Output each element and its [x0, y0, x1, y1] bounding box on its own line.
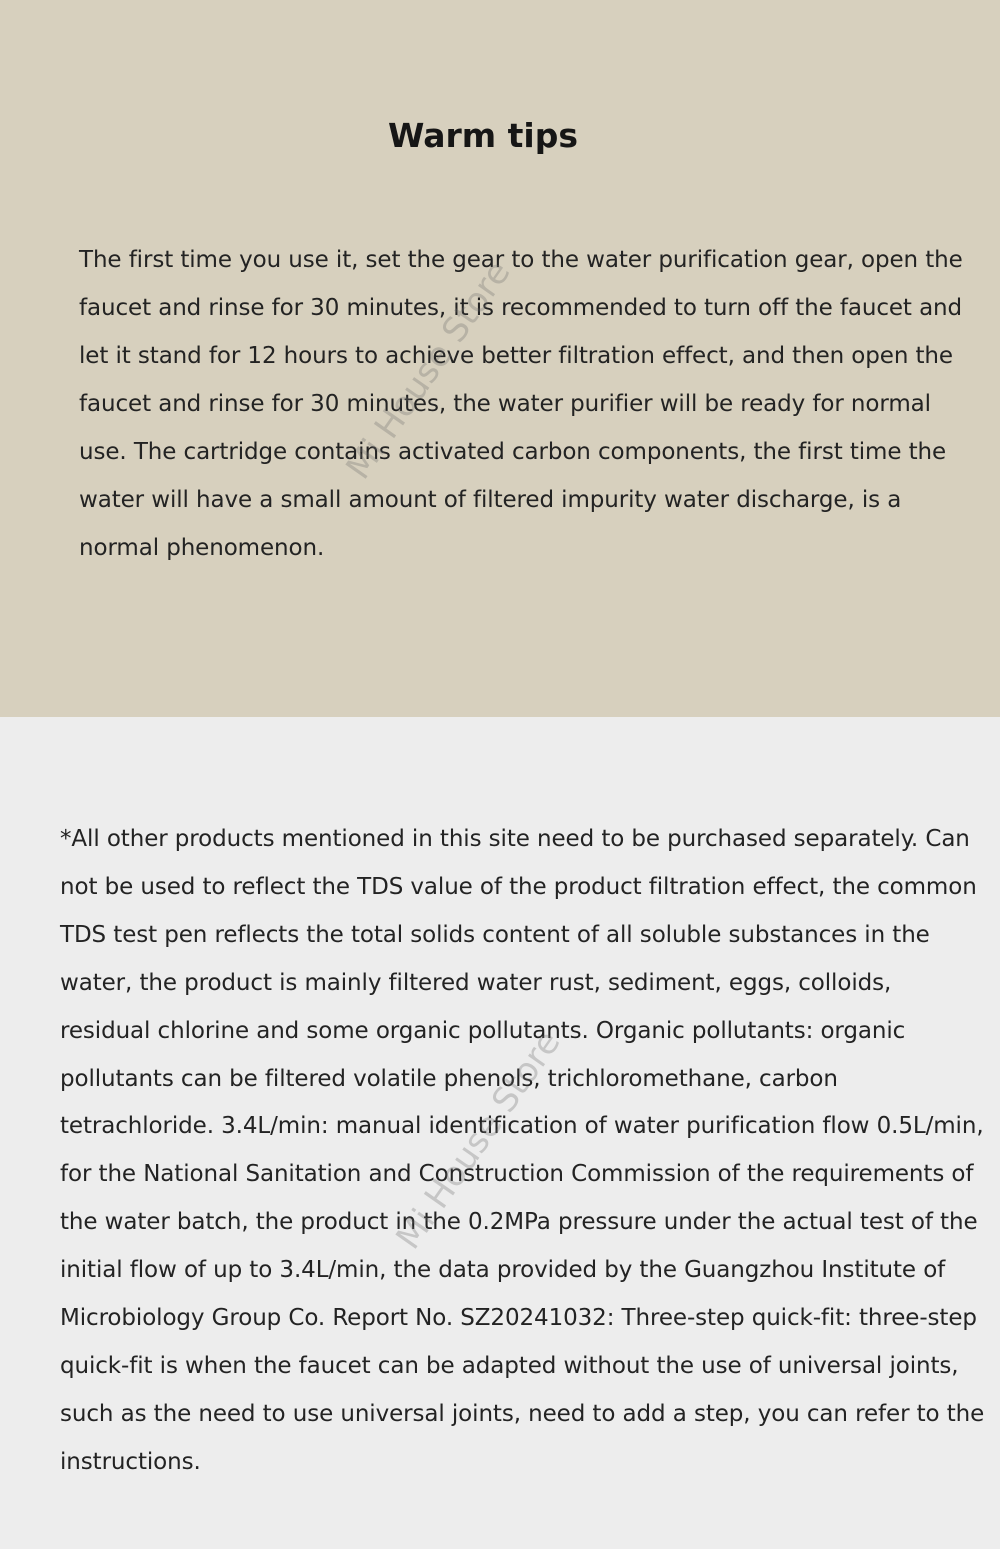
- watermark-top: Mi House Store: [338, 253, 519, 487]
- disclaimer-body: *All other products mentioned in this site need to be purchased separately. Can not be used to reflect the TDS value of the product filtration effect, the common TDS test pen reflects the total solids content of all soluble substances in the water, the product is mainly filtered water rust, sediment, eggs, colloids, residual chlorine and some organic pollutants. Organic pollutants: organic pollutants can be filtered volatile phenols, trichloromethane, carbon tetrachloride. 3.4L/min: manual identification of water purification flow 0.5L/min, for the National Sanitation and Construction Commission of the requirements of the water batch, the product in the 0.2MPa pressure under the actual test of the initial flow of up to 3.4L/min, the data provided by the Guangzhou Institute of Microbiology Group Co. Report No. SZ20241032: Three-step quick-fit: three-step quick-fit is when the faucet can be adapted without the use of universal joints, such as the need to use universal joints, need to add a step, you can refer to the instructions.: [60, 826, 985, 1475]
- warm-tips-body: The first time you use it, set the gear to the water purification gear, open the faucet and rinse for 30 minutes, it is recommended to turn off the faucet and let it stand for 12 hours to achieve better filtration effect, and then open the faucet and rinse for 30 minutes, the water purifier will be ready for normal use. The cartridge contains activated carbon components, the first time the water will have a small amount of filtered impurity water discharge, is a normal phenomenon.: [79, 247, 963, 561]
- warm-tips-section: [0, 0, 1000, 717]
- warm-tips-title: Warm tips: [388, 116, 578, 155]
- watermark-bottom: Mi House Store: [388, 1023, 569, 1257]
